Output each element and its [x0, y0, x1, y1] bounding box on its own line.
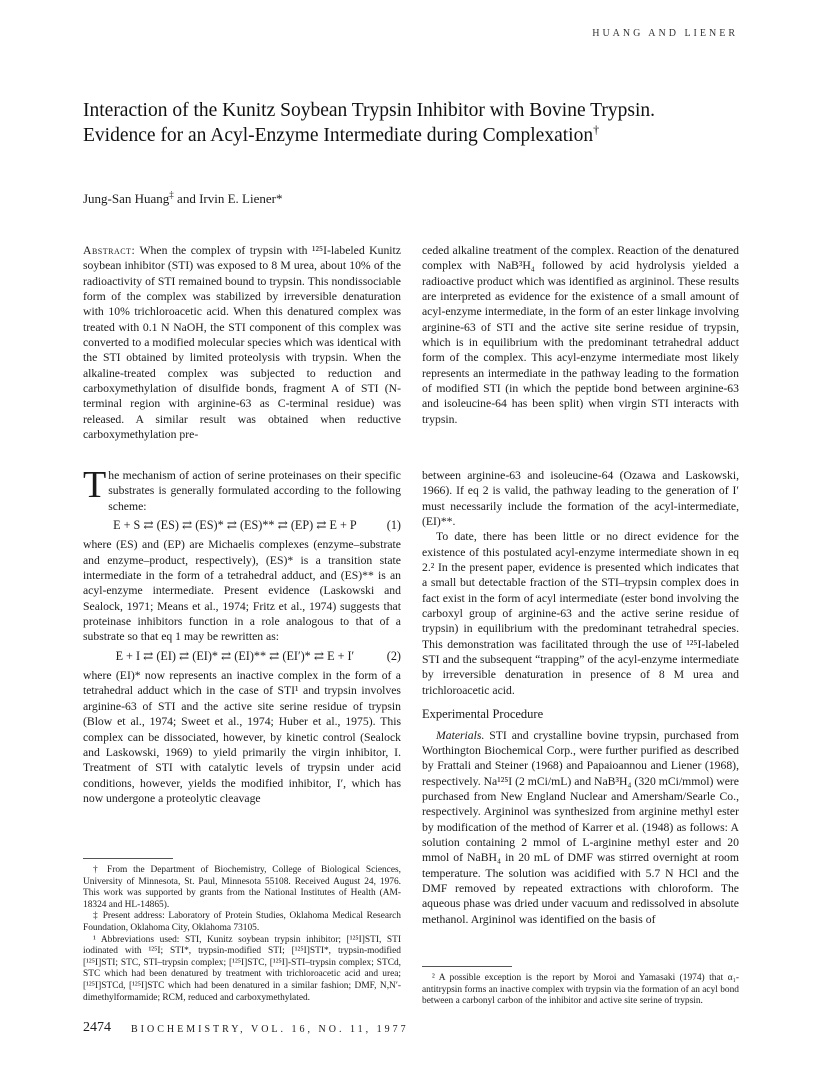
equation-2	[83, 649, 401, 664]
drop-cap: T	[83, 464, 107, 506]
materials-paragraph	[422, 728, 739, 927]
author-1: Jung-San Huang	[83, 191, 170, 206]
equation-2-number: (2)	[386, 648, 401, 663]
abstract-left-text: When the complex of trypsin with ¹²⁵I-labeled Kunitz soybean inhibitor (STI) was exposed to 8 M urea, about 10% of the radioactivity of STI remained bound to trypsin. This nondissociable form of the complex was stabilized by irreversible denaturation with 10% trichloroacetic acid. When this denatured complex was treated with 0.1 N NaOH, the STI component of this complex was converted to a modified molecular species which was identical with the STI obtained by limited proteolysis with trypsin. When the alkaline-treated complex was subjected to reduction and carboxymethylation of disulfide bonds, fragment A of STI (N-terminal region with arginine-63 as C-terminal residue) was released. A similar result was obtained when reductive carboxymethylation pre-	[83, 244, 401, 442]
footnote-2: ² A possible exception is the report by Moroi and Yamasaki (1974) that α₁-antitrypsin forms an inactive complex with trypsin via the formation of an acyl bond between a carbonyl carbon of the inhibitor and active site serine of trypsin.	[422, 973, 739, 1007]
footnote-rule	[83, 858, 173, 859]
materials-text: STI and crystalline bovine trypsin, purchased from Worthington Biochemical Corp., were further purified as described by Frattali and Steiner (1968) and Papaioannou and Liener (1968), respectively. Na¹²⁵I (2 mCi/mL) and NaB³H₄ (320 mCi/mmol) were purchased from New England Nuclear and Amersham/Searle Co., respectively. Argininol was synthesized from arginine methyl ester by modification of the method of Karrer et al. (1948) as follows: A solution containing 2 mmol of L-arginine methyl ester and 20 mmol of NaBH₄ in 20 mL of DMF was stirred overnight at room temperature. The solution was acidified with 5.7 N HCl and the DMF removed by repeated extractions with chloroform. The aqueous phase was dried under vacuum and redissolved in absolute methanol. Argininol was identified on the basis of	[422, 728, 739, 926]
footnotes-right	[422, 956, 739, 1008]
title-footnote-mark: †	[593, 122, 600, 137]
footnote-affiliation: † From the Department of Biochemistry, College of Biological Sciences, University of Minnesota, St. Paul, Minnesota 55108. Received August 24, 1976. This work was supported by grants from the National Institutes of Health (AM-18324 and HL-14865).	[83, 865, 401, 910]
running-head: HUANG AND LIENER	[592, 28, 738, 39]
footnote-abbreviations: ¹ Abbreviations used: STI, Kunitz soybean trypsin inhibitor; [¹²⁵I]STI, STI iodinated with ¹²⁵I; STI*, trypsin-modified STI; [¹²⁵I]STI*, trypsin-modified [¹²⁵I]STI; STC, STI–trypsin complex; [¹²⁵I]STC, [¹²⁵I]-STI–trypsin complex; STCd, STC which had been denatured by treatment with trichloroacetic acid and urea; [¹²⁵I]STCd, [¹²⁵I]STC which had been denatured in a similar fashion; DMF, N,N′-dimethylformamide; RCM, reduced and carboxymethylated.	[83, 934, 401, 1003]
right-paragraph-2: To date, there has been little or no direct evidence for the existence of this postulated acyl-enzyme intermediate shown in eq 2.² In the present paper, evidence is presented which indicates that a small but detectable fraction of the STI–trypsin complex does in fact exist in the form of acyl intermediate (ester bond involving the carboxyl group of arginine-63 and the active serine residue of trypsin) in equilibrium with the predominant tetrahedral species. This demonstration was facilitated through the use of ¹²⁵I-labeled STI and the subsequent “trapping” of the acyl-enzyme intermediate by irreversible denaturation in presence of 8 M urea and trichloroacetic acid.	[422, 530, 739, 697]
page-number: 2474	[83, 1020, 111, 1035]
paragraph-2: where (ES) and (EP) are Michaelis complexes (enzyme–substrate and enzyme–product, respectively), (ES)* is a transition state intermediate in the form of a tetrahedral adduct, and (ES)** is an acyl-enzyme intermediate. Present evidence (Laskowski and Sealock, 1971; Means et al., 1974; Fritz et al., 1974) suggests that proteinase inhibitors function in a role analogous to that of a substrate so that eq 1 may be rewritten as:	[83, 538, 401, 644]
footnotes-left	[83, 848, 401, 1004]
footnote-present-address: ‡ Present address: Laboratory of Protein Studies, Oklahoma Medical Research Foundation, Oklahoma City, Oklahoma 73105.	[83, 911, 401, 933]
abstract-right-text: ceded alkaline treatment of the complex. Reaction of the denatured complex with NaB³H₄ followed by acid hydrolysis yielded a radioactive product which was identified as argininol. These results are interpreted as evidence for the existence of a small amount of acyl-enzyme intermediate, in the form of an ester linkage involving arginine-63 of STI and the active site serine residue of trypsin, which is in equilibrium with the predominant tetrahedral adduct form of the complex. This acyl-enzyme intermediate most likely represents an intermediate in the pathway leading to the formation of modified STI (in which the peptide bond between arginine-63 and isoleucine-64 has been split) when virgin STI interacts with trypsin.	[422, 244, 739, 426]
body-left-column	[83, 464, 401, 806]
equation-1	[83, 518, 401, 533]
author-2: Irvin E. Liener*	[199, 191, 283, 206]
intro-paragraph: he mechanism of action of serine proteinases on their specific substrates is generally formulated according to the following scheme:	[108, 469, 401, 513]
materials-label: Materials.	[436, 728, 485, 742]
abstract-right-column	[422, 243, 739, 427]
paragraph-3: where (EI)* now represents an inactive complex in the form of a tetrahedral adduct which in the case of STI¹ and trypsin involves arginine-63 of STI and the active site serine residue of trypsin (Blow et al., 1974; Sweet et al., 1974; Huber et al., 1975). This complex can be dissociated, however, by kinetic control (Sealock and Laskowski, 1969) to yield primarily the virgin inhibitor, I. Treatment of STI with catalytic levels of trypsin under acid conditions, however, yields the modified inhibitor, I′, which has now undergone a proteolytic cleavage	[83, 669, 401, 805]
author-1-mark: ‡	[169, 189, 174, 200]
body-right-column	[422, 468, 739, 927]
equation-1-number: (1)	[386, 518, 401, 533]
equation-2-text: E + I ⇄ (EI) ⇄ (EI)* ⇄ (EI)** ⇄ (EI′)* ⇄ E + I′	[115, 648, 355, 663]
equation-1-text: E + S ⇄ (ES) ⇄ (ES)* ⇄ (ES)** ⇄ (EP) ⇄ E + P	[113, 518, 357, 533]
journal-citation: BIOCHEMISTRY, VOL. 16, NO. 11, 1977	[131, 1024, 409, 1035]
section-heading: Experimental Procedure	[422, 707, 544, 722]
footnote-rule-right	[422, 966, 512, 967]
abstract-label: Abstract:	[83, 244, 136, 257]
title-text: Interaction of the Kunitz Soybean Trypsin Inhibitor with Bovine Trypsin. Evidence for an Acyl-Enzyme Intermediate during Complexation	[83, 100, 655, 146]
author-line	[83, 191, 282, 207]
article-title	[83, 98, 723, 148]
author-join: and	[173, 191, 200, 206]
abstract-left-column	[83, 243, 401, 442]
right-paragraph-1: between arginine-63 and isoleucine-64 (Ozawa and Laskowski, 1966). If eq 2 is valid, the pathway leading to the generation of I′ must necessarily include the formation of the acyl-intermediate, (EI)**.	[422, 469, 739, 529]
